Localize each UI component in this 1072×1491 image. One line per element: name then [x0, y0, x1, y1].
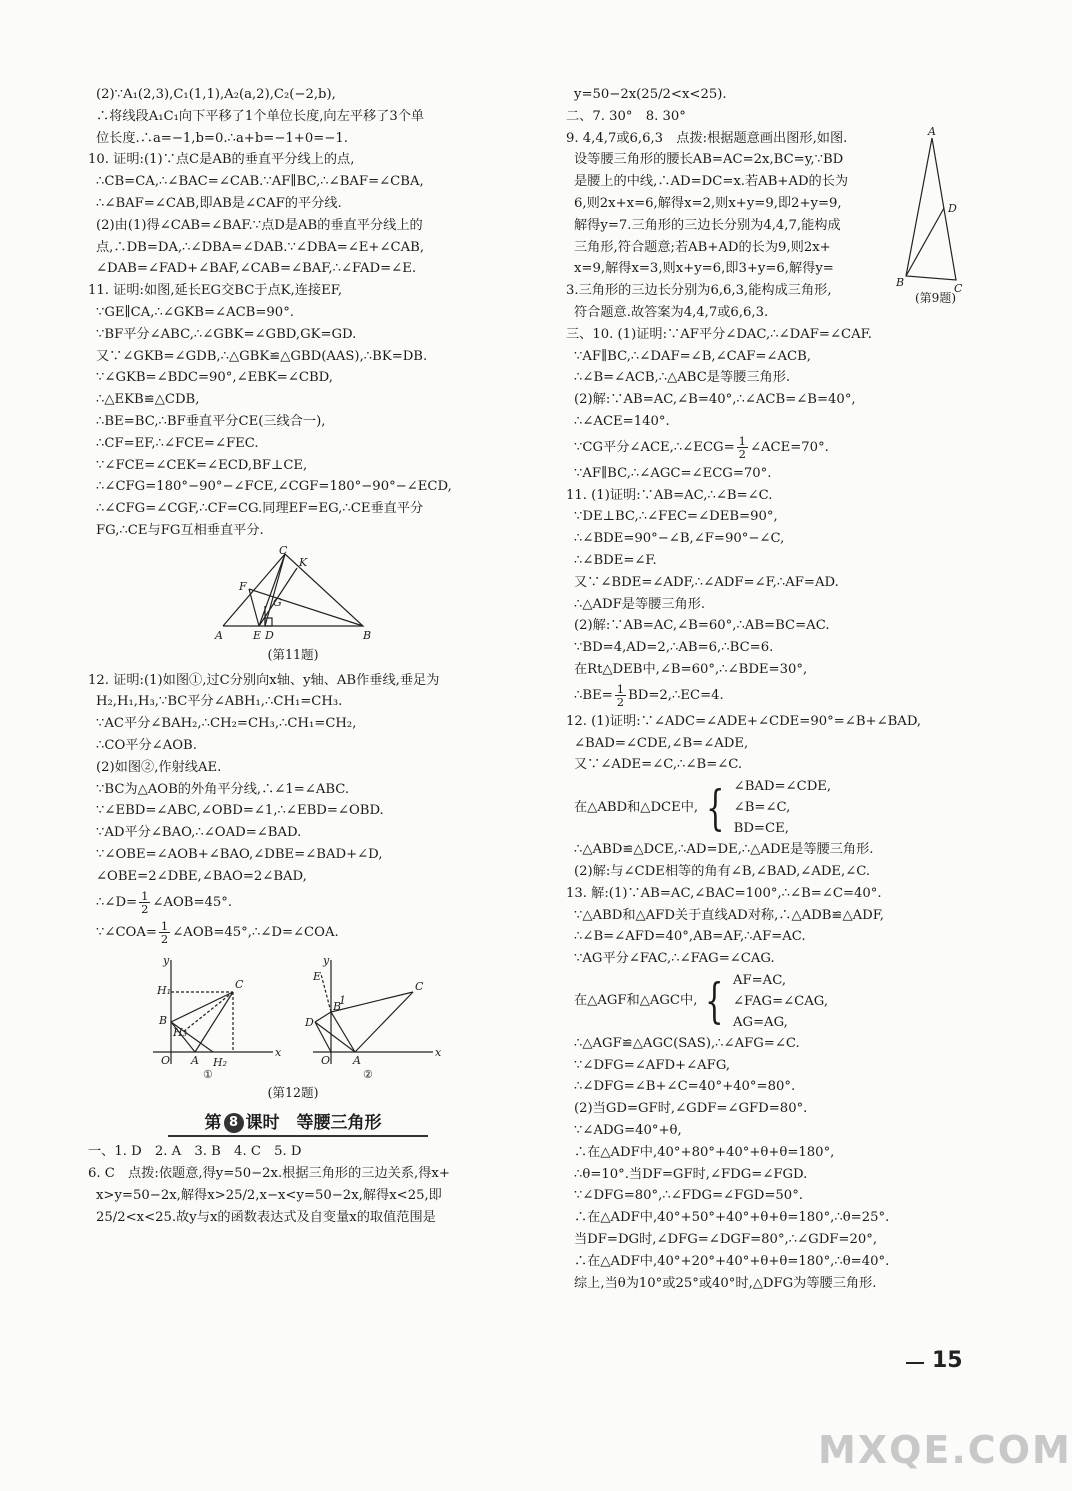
svg-text:C: C [415, 979, 424, 993]
svg-text:D: D [265, 628, 274, 642]
svg-text:①: ① [203, 1067, 213, 1081]
svg-text:y: y [163, 953, 170, 967]
right-column [566, 84, 963, 1294]
text-line: ∵BC为△AOB的外角平分线,∴∠1=∠ABC. [96, 781, 350, 797]
text-line: 又∵∠ADE=∠C,∴∠B=∠C. [574, 757, 743, 773]
text-line: ∵AF∥BC,∴∠DAF=∠B,∠CAF=∠ACB, [574, 348, 811, 364]
text-line: ∴CB=CA,∴∠BAC=∠CAB.∵AF∥BC,∴∠BAF=∠CBA, [96, 174, 424, 190]
svg-text:E: E [253, 628, 262, 642]
fig11-line-fe [249, 589, 259, 626]
text-line: ∴∠CFG=∠CGF,∴CF=CG.同理EF=EG,∴CE垂直平分 [96, 501, 424, 517]
svg-text:A: A [353, 1053, 361, 1067]
text-line: 6,则2x+x=6,解得x=2,则x+y=9,即2+y=9, [574, 195, 842, 211]
text-line: ∴将线段A₁C₁向下平移了1个单位长度,向左平移了3个单 [96, 108, 425, 124]
svg-text:B: B [363, 628, 372, 642]
text-line: 三角形,符合题意;若AB+AD的长为9,则2x+ [574, 239, 831, 255]
text-line: ∴∠DFG=∠B+∠C=40°+40°=80°. [574, 1079, 796, 1095]
function-expression: y=50−2x(25/2<x<25). [574, 87, 727, 102]
text-line: 三、10. (1)证明:∵AF平分∠DAC,∴∠DAF=∠CAF. [566, 326, 872, 342]
text-line: ∴∠ACE=140°. [574, 413, 670, 429]
svg-text:D: D [948, 201, 957, 215]
q13-after [566, 1033, 952, 1295]
q10-last: ∵AF∥BC,∴∠AGC=∠ECG=70°. [574, 465, 772, 481]
q10-text [566, 324, 952, 433]
text-line: (2)解:与∠CDE相等的角有∠B,∠BAD,∠ADE,∠C. [574, 863, 871, 879]
svg-text:H₁: H₁ [157, 983, 172, 997]
text-line: ∴θ=10°.当DF=GF时,∠FDG=∠FGD. [574, 1166, 808, 1182]
text-line: ∵∠GKB=∠BDC=90°,∠EBK=∠CBD, [96, 370, 333, 386]
svg-text:O: O [321, 1053, 331, 1067]
svg-text:1: 1 [339, 993, 346, 1007]
q12-brace-system: 在△ABD和△DCE中, { ∠BAD=∠CDE, ∠B=∠C, BD=CE, [566, 776, 952, 839]
svg-text:D: D [305, 1015, 314, 1029]
text-line: 9. 4,4,7或6,6,3 点拨:根据题意画出图形,如图. [566, 130, 848, 146]
figure-12 [143, 952, 443, 1080]
text-line: 综上,当θ为10°或25°或40°时,△DFG为等腰三角形. [574, 1275, 877, 1291]
left-column [88, 84, 498, 1228]
text-line: ∵∠DFG=∠AFD+∠AFG, [574, 1057, 731, 1073]
text-line: 位长度.∴a=−1,b=0.∴a+b=−1+0=−1. [96, 130, 348, 146]
svg-text:K: K [299, 555, 308, 569]
text-line: ∴∠B=∠AFD=40°,AB=AF,∴AF=AC. [574, 929, 806, 945]
text-line: 设等腰三角形的腰长AB=AC=2x,BC=y,∵BD [574, 152, 844, 168]
q9-block [566, 124, 963, 324]
text-line: ∵∠DFG=80°,∴∠FDG=∠FGD=50°. [574, 1188, 803, 1204]
text-line: ∴在△ADF中,40°+50°+40°+θ+θ=180°,∴θ=25°. [574, 1210, 890, 1226]
q12r-after [566, 839, 952, 970]
text-line: ∴△AGF≌△AGC(SAS),∴∠AFG=∠C. [574, 1035, 800, 1051]
svg-text:A: A [191, 1053, 199, 1067]
text-line: (2)∵A₁(2,3),C₁(1,1),A₂(a,2),C₂(−2,b), [96, 87, 336, 102]
svg-text:x: x [435, 1045, 442, 1059]
text-line: ∵△ABD和△AFD关于直线AD对称,∴△ADB≌△ADF, [574, 907, 885, 923]
text-line: ∴∠BDE=∠F. [574, 552, 657, 568]
svg-text:H₃: H₃ [173, 1025, 188, 1039]
eq-angle-coa: ∵∠COA= $\frac{1}{2}$ ∠AOB=45°,∴∠D=∠COA. [96, 918, 339, 946]
svg-text:O: O [161, 1053, 171, 1067]
text-line: 点,∴DB=DA,∴∠DBA=∠DAB.∵∠DBA=∠E+∠CAB, [96, 239, 425, 255]
svg-text:B: B [159, 1013, 168, 1027]
text-line: 符合题意.故答案为4,4,7或6,6,3. [574, 304, 769, 320]
text-line: ∴在△ADF中,40°+80°+40°+θ+θ=180°, [574, 1144, 835, 1160]
text-line: ∵BD=4,AD=2,∴AB=6,∴BC=6. [574, 640, 774, 656]
page-number-dash [906, 1362, 924, 1364]
text-line: 12. 证明:(1)如图①,过C分别向x轴、y轴、AB作垂线,垂足为 [88, 672, 440, 688]
svg-text:C: C [235, 977, 244, 991]
text-line: ∠OBE=2∠DBE,∠BAO=2∠BAD, [96, 868, 307, 884]
text-line: FG,∴CE与FG互相垂直平分. [96, 522, 264, 538]
text-line: 是腰上的中线,∴AD=DC=x.若AB+AD的长为 [574, 174, 849, 190]
watermark-text: MXQE.COM [818, 1428, 1072, 1472]
text-line: ∵BF平分∠ABC,∴∠GBK=∠GBD,GK=GD. [96, 326, 357, 342]
brace-line: ∠B=∠C, [733, 800, 791, 816]
svg-text:A: A [928, 124, 936, 138]
text-line: ∵∠FCE=∠CEK=∠ECD,BF⊥CE, [96, 457, 308, 473]
text-line: 12. (1)证明:∵∠ADC=∠ADE+∠CDE=90°=∠B+∠BAD, [566, 713, 922, 729]
text-line: (2)当GD=GF时,∠GDF=∠GFD=80°. [574, 1101, 808, 1117]
q10-eq: ∵CG平分∠ACE,∴∠ECG= $\frac{1}{2}$ ∠ACE=70°. [574, 433, 829, 461]
svg-text:H₂: H₂ [213, 1055, 228, 1069]
text-line: x=9,解得x=3,则x+y=6,即3+y=6,解得y= [574, 261, 834, 277]
figure-11 [203, 543, 383, 642]
multiple-choice-answers: 一、1. D 2. A 3. B 4. C 5. D [88, 1144, 302, 1160]
svg-text:y: y [323, 953, 330, 967]
brace-line: AG=AG, [732, 1014, 788, 1030]
svg-text:E: E [313, 969, 322, 983]
svg-text:B: B [333, 999, 342, 1013]
text-line: (2)如图②,作射线AE. [96, 759, 222, 775]
svg-text:②: ② [363, 1067, 373, 1081]
text-line: 13. 解:(1)∵AB=AC,∠BAC=100°,∴∠B=∠C=40°. [566, 885, 882, 901]
text-line: ∴BE=BC,∴BF垂直平分CE(三线合一), [96, 413, 326, 429]
q9-text [566, 128, 894, 324]
text-line: 3.三角形的三边长分别为6,6,3,能构成三角形, [566, 283, 832, 299]
text-line: (2)解:∵AB=AC,∠B=40°,∴∠ACB=∠B=40°, [574, 392, 856, 408]
brace-line: BD=CE, [733, 821, 789, 837]
text-line: x>y=50−2x,解得x>25/2,x−x<y=50−2x,解得x<25,即 [96, 1187, 442, 1203]
text-line: 10. 证明:(1)∵点C是AB的垂直平分线上的点, [88, 152, 355, 168]
text-line: ∵GE∥CA,∴∠GKB=∠ACB=90°. [96, 304, 294, 320]
text-line: 又∵∠BDE=∠ADF,∴∠ADF=∠F,∴AF=AD. [574, 574, 839, 590]
text-line: ∠DAB=∠FAD+∠BAF,∠CAB=∠BAF,∴∠FAD=∠E. [96, 261, 417, 277]
text-line: ∵AG平分∠FAC,∴∠FAG=∠CAG. [574, 951, 775, 967]
text-line: ∴在△ADF中,40°+20°+40°+θ+θ=180°,∴θ=40°. [574, 1253, 890, 1269]
text-line: ∴∠BAF=∠CAB,即AB是∠CAF的平分线. [96, 195, 342, 211]
text-line: 在Rt△DEB中,∠B=60°,∴∠BDE=30°, [574, 661, 808, 677]
text-line: ∵AC平分∠BAH₂,∴CH₂=CH₃,∴CH₁=CH₂, [96, 716, 357, 732]
brace-line: AF=AC, [732, 972, 787, 988]
brace-line: ∠FAG=∠CAG, [732, 993, 829, 1009]
text-line: 25/2<x<25.故y与x的函数表达式及自变量x的取值范围是 [96, 1209, 436, 1225]
fill-blank-answers: 二、7. 30° 8. 30° [566, 108, 686, 124]
text-line: (2)由(1)得∠CAB=∠BAF.∵点D是AB的垂直平分线上的 [96, 217, 423, 233]
svg-text:G: G [273, 595, 282, 609]
text-line: 6. C 点拨:依题意,得y=50−2x.根据三角形的三边关系,得x+ [88, 1166, 450, 1182]
text-line: ∴∠BDE=90°−∠B,∠F=90°−∠C, [574, 531, 785, 547]
q11-eq: ∴BE= $\frac{1}{2}$ BD=2,∴EC=4. [574, 681, 724, 709]
page-number: 15 [932, 1348, 963, 1373]
text-line: ∠BAD=∠CDE,∠B=∠ADE, [574, 735, 749, 751]
text-line: ∵DE⊥BC,∴∠FEC=∠DEB=90°, [574, 509, 778, 525]
text-line: (2)解:∵AB=AC,∠B=60°,∴AB=BC=AC. [574, 618, 830, 634]
text-line: ∴∠B=∠ACB,∴△ABC是等腰三角形. [574, 370, 791, 386]
fig9-caption: (第9题) [915, 290, 956, 305]
text-line: ∴CO平分∠AOB. [96, 737, 197, 753]
q6-text [88, 1163, 498, 1228]
text-line: ∵∠EBD=∠ABC,∠OBD=∠1,∴∠EBD=∠OBD. [96, 803, 384, 819]
svg-text:B: B [896, 275, 905, 289]
text-line: ∵∠OBE=∠AOB+∠BAO,∠DBE=∠BAD+∠D, [96, 846, 383, 862]
text-line: 又∵∠GKB=∠GDB,∴△GBK≌△GBD(AAS),∴BK=DB. [96, 348, 428, 364]
text-line: 11. 证明:如图,延长EG交BC于点K,连接EF, [88, 283, 343, 299]
fig12-caption: (第12题) [267, 1084, 319, 1100]
left-text-block [88, 84, 498, 542]
svg-text:A: A [215, 628, 223, 642]
q12r-text [566, 711, 952, 776]
text-line: 11. (1)证明:∵AB=AC,∴∠B=∠C. [566, 487, 773, 503]
text-line: ∴△ABD≌△DCE,∴AD=DE,∴△ADE是等腰三角形. [574, 842, 874, 858]
svg-text:F: F [239, 579, 247, 593]
text-line: ∴△EKB≌△CDB, [96, 392, 200, 408]
svg-text:C: C [954, 281, 963, 295]
figure-9 [896, 124, 962, 314]
q13-brace-system: 在△AGF和△AGC中, { AF=AC, ∠FAG=∠CAG, AG=AG, [566, 970, 952, 1033]
text-line: ∵∠ADG=40°+θ, [574, 1123, 682, 1139]
text-line: 解得y=7.三角形的三边长分别为4,4,7,能构成 [574, 217, 841, 233]
text-line: ∵AD平分∠BAO,∴∠OAD=∠BAD. [96, 825, 302, 841]
q12-text [88, 670, 498, 888]
svg-text:C: C [279, 543, 288, 557]
q11-text [566, 485, 952, 681]
eq-angle-d: ∴∠D= $\frac{1}{2}$ ∠AOB=45°. [96, 888, 233, 916]
text-line: H₂,H₁,H₃,∵BC平分∠ABH₁,∴CH₁=CH₃. [96, 694, 343, 710]
brace-line: ∠BAD=∠CDE, [733, 779, 832, 795]
text-line: ∴CF=EF,∴∠FCE=∠FEC. [96, 435, 259, 451]
text-line: ∴△ADF是等腰三角形. [574, 596, 706, 612]
svg-text:x: x [275, 1045, 282, 1059]
fig11-caption: (第11题) [267, 646, 319, 662]
lesson-heading: 第 8 课时 等腰三角形 [88, 1109, 498, 1137]
text-line: 当DF=DG时,∠DFG=∠DGF=80°,∴∠GDF=20°, [574, 1232, 878, 1248]
text-line: ∴∠CFG=180°−90°−∠FCE,∠CGF=180°−90°−∠ECD, [96, 479, 452, 495]
